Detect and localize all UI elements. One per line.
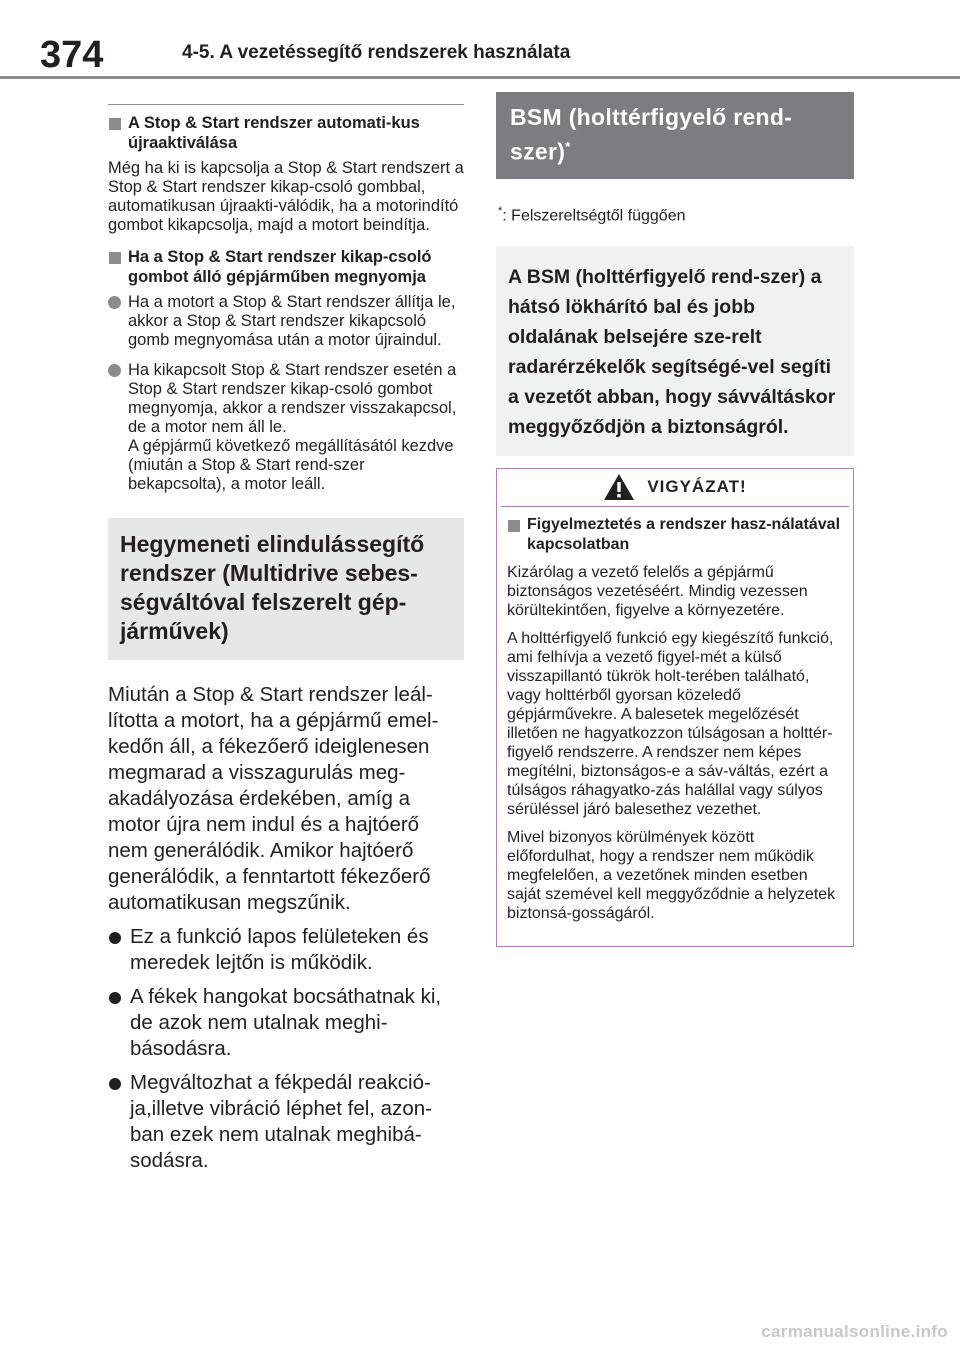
square-bullet-icon bbox=[109, 252, 121, 264]
caution-body bbox=[497, 507, 853, 946]
left-column bbox=[108, 104, 464, 1182]
section-title: BSM (holttérfigyelő rend-szer)* bbox=[510, 104, 793, 165]
summary-text: A BSM (holttérfigyelő rend-szer) a hátsó lökhárító bal és jobb oldalának belsejére sze-relt radarérzékelők segítségé-vel segíti a vezetőt abban, hogy sávváltáskor meggyőződjön a biztonságról. bbox=[508, 265, 836, 438]
square-bullet-icon bbox=[508, 520, 520, 532]
summary-box bbox=[496, 246, 854, 456]
caution-header bbox=[501, 469, 849, 507]
caution-box bbox=[496, 468, 854, 947]
footnote-marker: * bbox=[565, 139, 571, 154]
section-title: Hegymeneti elindulássegítő rendszer (Multidrive sebes-ségváltóval felszerelt gép-járművek) bbox=[120, 531, 425, 644]
bullet-icon bbox=[109, 932, 121, 944]
list-item: A fékek hangokat bocsáthatnak ki, de azok nem utalnak meghi-básodásra. bbox=[108, 984, 464, 1062]
chapter-title: 4-5. A vezetéssegítő rendszerek használata bbox=[182, 42, 571, 63]
header-divider bbox=[0, 76, 960, 79]
right-column bbox=[496, 92, 854, 947]
warning-icon bbox=[603, 473, 635, 501]
circle-bullet-icon bbox=[108, 296, 121, 309]
square-bullet-icon bbox=[109, 118, 121, 130]
list-item: Ha a motort a Stop & Start rendszer állítja le, akkor a Stop & Start rendszer kikapcsoló gomb megnyomása után a motor újraindul. bbox=[108, 293, 464, 350]
section-heading-box bbox=[496, 92, 854, 179]
section-paragraph: Miután a Stop & Start rendszer leál-lította a motort, ha a gépjármű emel-kedőn áll, a fékezőerő ideiglenesen megmarad a visszagurulás meg-akadályozása érdekében, amíg a motor újra nem indul és a hajtóerő nem generálódik. Amikor hajtóerő generálódik, a fenntartott fékezőerő automatikusan megszűnik. bbox=[108, 683, 439, 914]
list-item: Megváltozhat a fékpedál reakció-ja,illetve vibráció léphet fel, azon-ban ezek nem utalnak meghibá-sodásra. bbox=[108, 1070, 464, 1174]
paragraph: Még ha ki is kapcsolja a Stop & Start rendszert a Stop & Start rendszer kikap-csoló gombbal, automatikusan újraakti-válódik, ha a motorindító gombot kikapcsolja, majd a motort beindítja. bbox=[108, 159, 464, 234]
caution-label: VIGYÁZAT! bbox=[647, 477, 747, 497]
bullet-icon bbox=[109, 1078, 121, 1090]
caution-paragraph: A holttérfigyelő funkció egy kiegészítő funkció, ami felhívja a vezető figyel-mét a külső visszapillantó tükrök holt-terében található, vagy holttérből gyorsan közeledő gépjárművekre. A balesetek megelőzését illetően ne hagyatkozzon túlságosan a holttér-figyelő rendszerre. A rendszer nem képes megítélni, biztonságos-e a sáv-váltás, ezért a túlságos ráhagyatko-zás halállal vagy súlyos sérüléssel járó balesethez vezethet. bbox=[507, 629, 834, 818]
circle-bullet-icon bbox=[108, 364, 121, 377]
bullet-icon bbox=[109, 992, 121, 1004]
caution-paragraph: Mivel bizonyos körülmények között előfordulhat, hogy a rendszer nem működik megfelelően, a vezetőnek minden esetben saját szemével kell meggyőződnie a helyzetek biztonsá-gosságáról. bbox=[507, 828, 836, 922]
caution-paragraph: Kizárólag a vezető felelős a gépjármű biztonságos vezetéséért. Mindig vezessen körültekintően, figyelve a környezetére. bbox=[507, 563, 808, 619]
section-heading-box bbox=[108, 518, 464, 660]
watermark: carmanualsonline.info bbox=[761, 1322, 948, 1341]
caution-subheading: Figyelmeztetés a rendszer hasz-nálatával kapcsolatban bbox=[507, 515, 843, 555]
subheading-auto-reactivation: A Stop & Start rendszer automati-kus újraaktiválása bbox=[108, 113, 464, 153]
list-item: Ha kikapcsolt Stop & Start rendszer esetén a Stop & Start rendszer kikap-csoló gombot megnyomja, akkor a rendszer visszakapcsol, de a motor nem áll le. A gépjármű következő megállításától kezdve (miután a Stop & Start rend-szer bekapcsolta), a motor leáll. bbox=[108, 361, 464, 494]
column-divider bbox=[108, 104, 464, 105]
footnote: *: Felszereltségtől függően bbox=[498, 204, 686, 224]
list-item: Ez a funkció lapos felületeken és meredek lejtőn is működik. bbox=[108, 924, 464, 976]
subheading-button-pressed: Ha a Stop & Start rendszer kikap-csoló gombot álló gépjárműben megnyomja bbox=[108, 247, 464, 287]
page-number: 374 bbox=[40, 34, 104, 76]
